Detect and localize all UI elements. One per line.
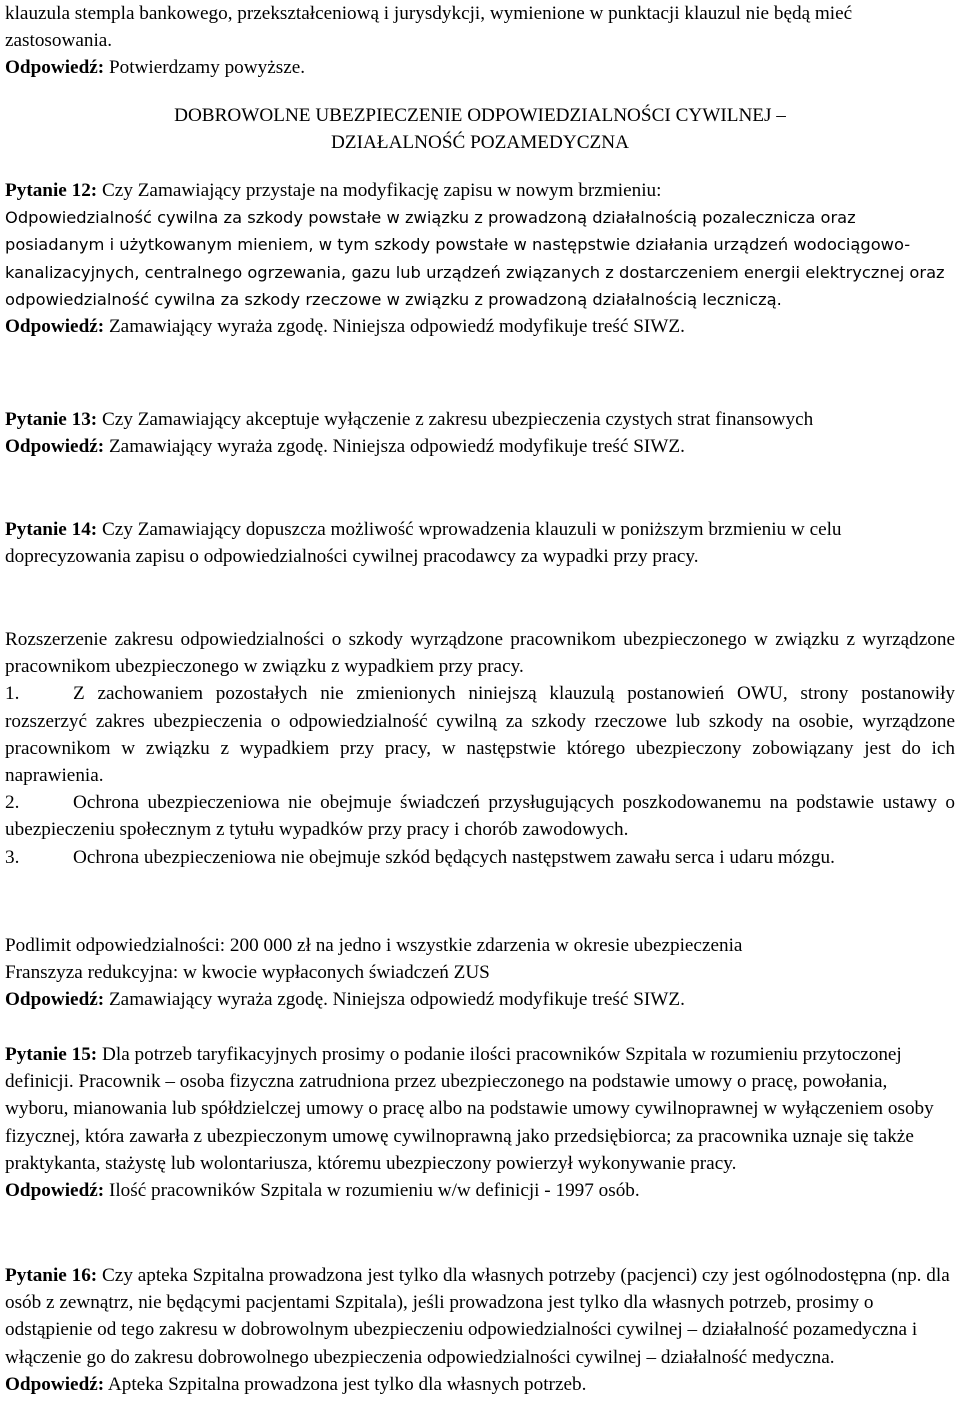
clause-limits (5, 932, 955, 1014)
question-15-body: Dla potrzeb taryfikacyjnych prosimy o podanie ilości pracowników Szpitala w rozumieniu przytoczonej definicji. Pracownik – osoba fizyczna zatrudniona przez ubezpieczonego na podstawie umowy o pracę, powołania, wyboru, mianowania lub spółdzielczej umowy o pracę albo na podstawie umowy cywilnoprawnej w wyłączeniem osoby fizycznej, która zawarła z ubezpieczonym umowę cywilnoprawną jako przedsiębiorca; za pracownika uznaje się także praktykanta, stażystę lub wolontariusza, któremu ubezpieczony powierzył wykonywanie pracy. (5, 1044, 934, 1174)
clause-block (5, 626, 955, 871)
answer-text: Apteka Szpitalna prowadzona jest tylko dla własnych potrzeb. (104, 1373, 587, 1395)
deductible-line: Franszyza redukcyjna: w kwocie wypłaconych świadczeń ZUS (5, 962, 490, 984)
clause-item-number: 2. (5, 792, 20, 814)
clause-item-text: Z zachowaniem pozostałych nie zmienionych niniejszą klauzulą postanowień OWU, strony postanowiły rozszerzyć zakres ubezpieczenia o odpowiedzialność cywilną za szkody rzeczowe lub szkody na osobie, wyrządzone pracownikom w związku z wypadkiem przy pracy, w następstwie którego ubezpieczony zobowiązany jest do ich naprawienia. (5, 683, 955, 787)
question-14-text (5, 516, 955, 570)
continuation-block (5, 0, 955, 82)
answer-label: Odpowiedź: (5, 1180, 105, 1202)
question-13 (5, 406, 955, 460)
sublimit-line: Podlimit odpowiedzialności: 200 000 zł na jedno i wszystkie zdarzenia w okresie ubezpieczenia (5, 935, 743, 956)
question-14-answer (5, 986, 955, 1013)
answer-text: Zamawiający wyraża zgodę. Niniejsza odpowiedź modyfikuje treść SIWZ. (104, 436, 685, 458)
question-14-label: Pytanie 14: (5, 519, 98, 540)
question-16 (5, 1262, 955, 1398)
question-12-quote: Odpowiedzialność cywilna za szkody powstałe w związku z prowadzoną działalnością pozalecznicza oraz posiadanym i użytkowanym mieniem, w tym szkody powstałe w następstwie działania urządzeń wodociągowo-kanalizacyjnych, centralnego ogrzewania, gazu lub urządzeń związanych z dostarczeniem energii elektrycznej oraz odpowiedzialność cywilna za szkody rzeczowe w związku z prowadzoną działalnością leczniczą. (5, 208, 945, 309)
question-16-label: Pytanie 16: (5, 1265, 98, 1286)
question-12 (5, 177, 955, 340)
answer-label: Odpowiedź: (5, 57, 105, 79)
question-14 (5, 516, 955, 570)
question-12-intro (5, 177, 955, 204)
question-12-intro-text: Czy Zamawiający przystaje na modyfikację zapisu w nowym brzmieniu: (97, 180, 662, 201)
question-12-answer (5, 313, 955, 340)
clause-item-1 (5, 680, 955, 789)
answer-label: Odpowiedź: (5, 436, 105, 458)
answer-text: Zamawiający wyraża zgodę. Niniejsza odpowiedź modyfikuje treść SIWZ. (104, 316, 685, 338)
question-15-answer (5, 1177, 955, 1204)
question-15-text (5, 1041, 955, 1177)
clause-item-2 (5, 789, 955, 843)
clause-item-number: 1. (5, 683, 20, 705)
question-14-body: Czy Zamawiający dopuszcza możliwość wprowadzenia klauzuli w poniższym brzmieniu w celu doprecyzowania zapisu o odpowiedzialności cywilnej pracodawcy za wypadki przy pracy. (5, 519, 842, 568)
question-16-body: Czy apteka Szpitalna prowadzona jest tylko dla własnych potrzeby (pacjenci) czy jest ogólnodostępna (np. dla osób z zewnątrz, nie będącymi pacjentami Szpitala), jeśli prowadzona jest tylko dla własnych potrzeb, prosimy o odstąpienie od tego zakresu w dobrowolnym ubezpieczeniu odpowiedzialności cywilnej – działalność pozamedyczna i włączenie go do zakresu dobrowolnego ubezpieczenia odpowiedzialności cywilnej – działalność medyczna. (5, 1265, 950, 1368)
question-13-text (5, 406, 955, 433)
question-13-label: Pytanie 13: (5, 409, 98, 430)
answer-line (5, 54, 955, 81)
question-15 (5, 1041, 955, 1204)
clause-intro: Rozszerzenie zakresu odpowiedzialności o szkody wyrządzone pracownikom ubezpieczonego w związku z wyrządzone pracownikom ubezpieczonego w związku z wypadkiem przy pracy. (5, 629, 955, 678)
clause-item-text: Ochrona ubezpieczeniowa nie obejmuje szkód będących następstwem zawału serca i udaru mózgu. (73, 846, 835, 868)
clause-item-number: 3. (5, 846, 20, 868)
continuation-text: klauzula stempla bankowego, przekształceniową i jurysdykcji, wymienione w punktacji klauzul nie będą mieć zastosowania. (5, 3, 853, 52)
answer-text: Ilość pracowników Szpitala w rozumieniu w/w definicji - 1997 osób. (104, 1180, 640, 1202)
clause-item-text: Ochrona ubezpieczeniowa nie obejmuje świadczeń przysługujących poszkodowanemu na podstawie ustawy o ubezpieczeniu społecznym z tytułu wypadków przy pracy i chorób zawodowych. (5, 792, 955, 841)
section-title (5, 102, 955, 156)
section-title-line-1: DOBROWOLNE UBEZPIECZENIE ODPOWIEDZIALNOŚCI CYWILNEJ – (174, 105, 786, 126)
question-15-label: Pytanie 15: (5, 1044, 98, 1065)
question-13-answer (5, 433, 955, 460)
question-13-body: Czy Zamawiający akceptuje wyłączenie z zakresu ubezpieczenia czystych strat finansowych (97, 409, 814, 430)
answer-label: Odpowiedź: (5, 1373, 105, 1395)
question-12-label: Pytanie 12: (5, 180, 98, 201)
answer-text: Zamawiający wyraża zgodę. Niniejsza odpowiedź modyfikuje treść SIWZ. (104, 989, 685, 1011)
question-16-text (5, 1262, 955, 1371)
answer-text: Potwierdzamy powyższe. (104, 57, 306, 79)
answer-label: Odpowiedź: (5, 989, 105, 1011)
section-title-line-2: DZIAŁALNOŚĆ POZAMEDYCZNA (331, 132, 629, 154)
question-16-answer (5, 1371, 955, 1398)
clause-item-3 (5, 844, 955, 871)
answer-label: Odpowiedź: (5, 316, 105, 338)
